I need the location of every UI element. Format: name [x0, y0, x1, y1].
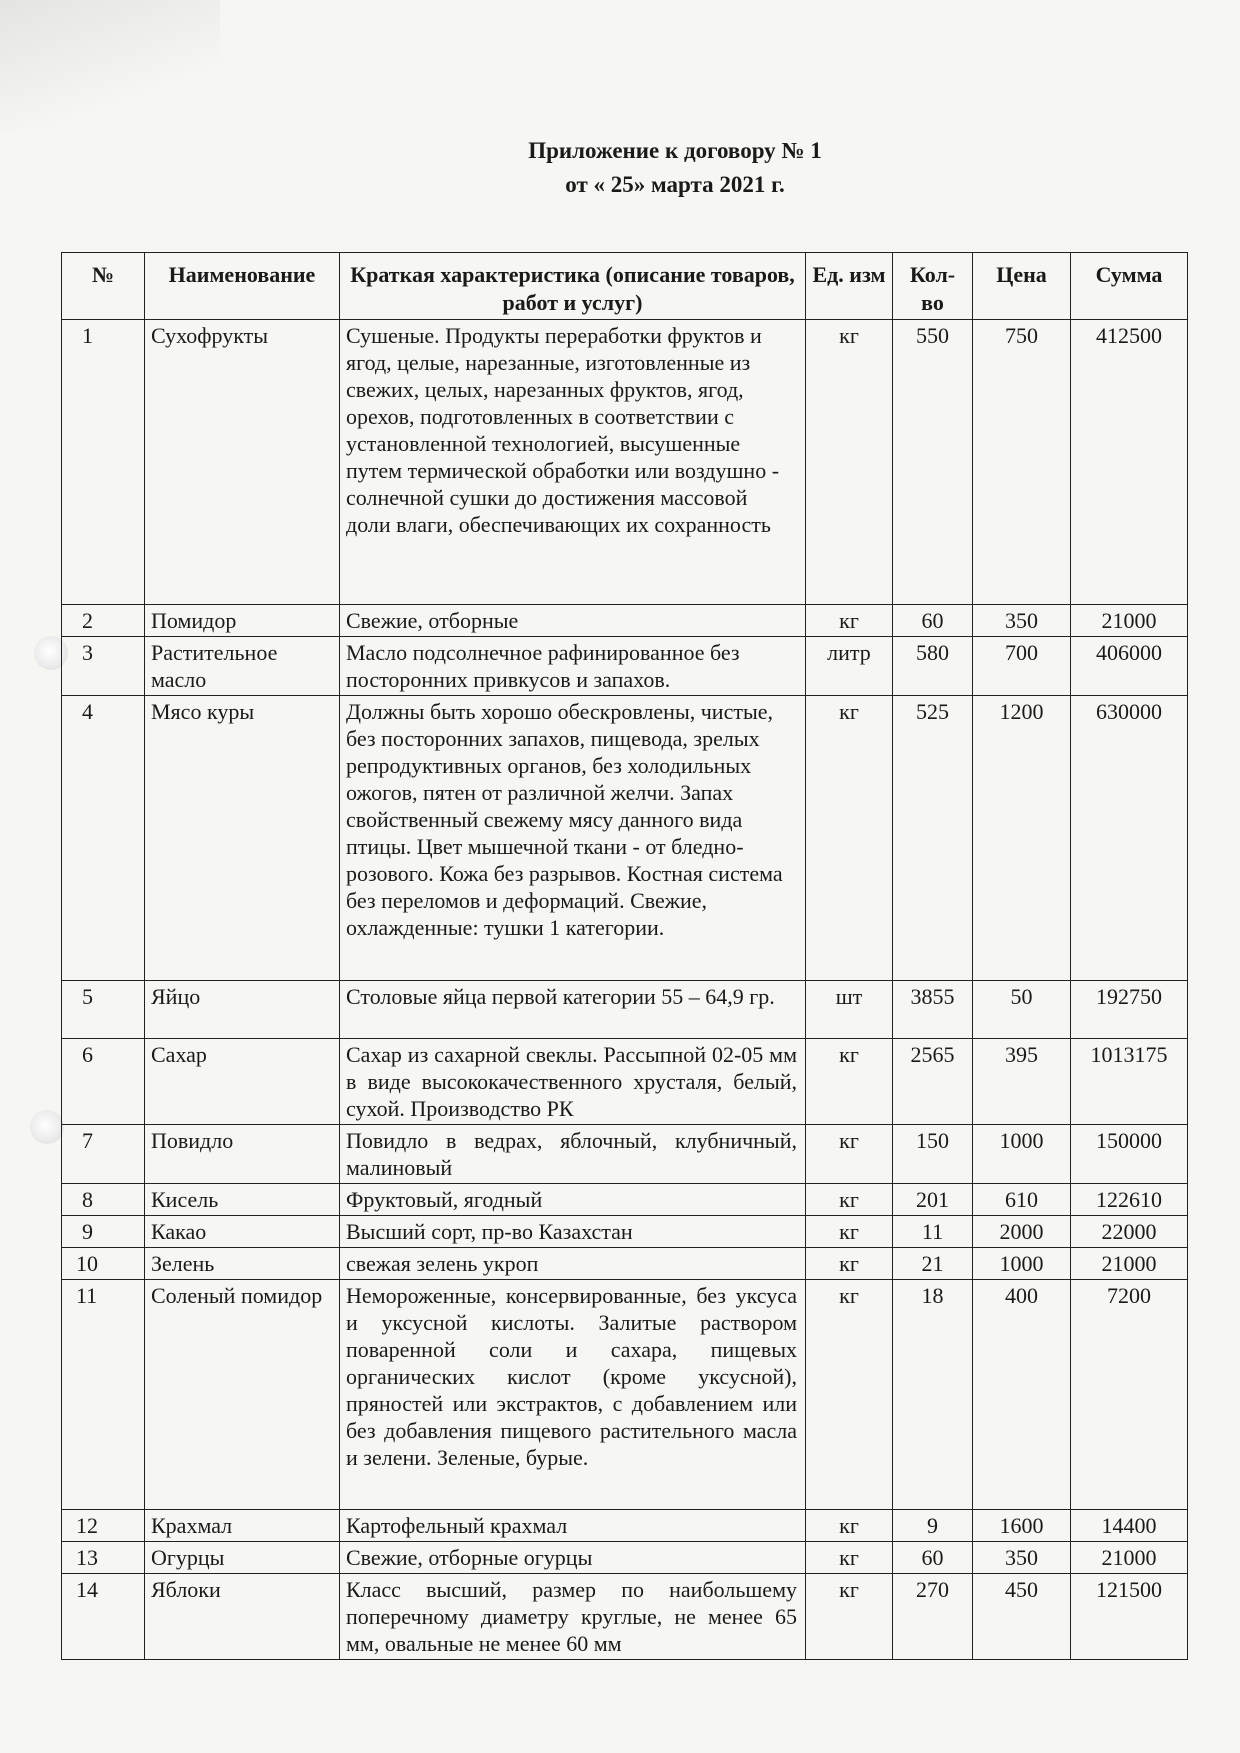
row-name: Крахмал [145, 1510, 340, 1542]
row-qty: 60 [893, 1542, 973, 1574]
row-price: 2000 [973, 1216, 1071, 1248]
table-row [62, 605, 1188, 637]
row-num: 2 [62, 605, 145, 637]
table-header-row [62, 253, 1188, 320]
row-desc: Столовые яйца первой категории 55 – 64,9 гр. [340, 981, 806, 1039]
table-row [62, 320, 1188, 605]
row-name: Огурцы [145, 1542, 340, 1574]
row-sum: 7200 [1071, 1280, 1188, 1510]
row-sum: 412500 [1071, 320, 1188, 605]
row-price: 750 [973, 320, 1071, 605]
table-row [62, 1574, 1188, 1660]
table-row [62, 1280, 1188, 1510]
row-unit: кг [806, 1039, 893, 1125]
row-unit: кг [806, 1248, 893, 1280]
table-row [62, 1125, 1188, 1184]
row-qty: 201 [893, 1184, 973, 1216]
row-price: 450 [973, 1574, 1071, 1660]
col-header-name: Наименование [145, 253, 340, 320]
row-desc: свежая зелень укроп [340, 1248, 806, 1280]
row-sum: 150000 [1071, 1125, 1188, 1184]
row-num: 1 [62, 320, 145, 605]
row-qty: 580 [893, 637, 973, 696]
row-name: Сухофрукты [145, 320, 340, 605]
row-unit: кг [806, 1125, 893, 1184]
row-sum: 121500 [1071, 1574, 1188, 1660]
row-price: 1000 [973, 1248, 1071, 1280]
row-price: 350 [973, 1542, 1071, 1574]
row-qty: 9 [893, 1510, 973, 1542]
row-name: Сахар [145, 1039, 340, 1125]
row-num: 13 [62, 1542, 145, 1574]
row-qty: 525 [893, 696, 973, 981]
table-row [62, 1542, 1188, 1574]
row-price: 350 [973, 605, 1071, 637]
row-sum: 14400 [1071, 1510, 1188, 1542]
row-unit: кг [806, 1510, 893, 1542]
row-num: 9 [62, 1216, 145, 1248]
punch-hole [30, 1110, 64, 1144]
row-name: Яблоки [145, 1574, 340, 1660]
col-header-price: Цена [973, 253, 1071, 320]
table-row [62, 696, 1188, 981]
row-price: 1600 [973, 1510, 1071, 1542]
row-desc: Высший сорт, пр-во Казахстан [340, 1216, 806, 1248]
row-desc: Картофельный крахмал [340, 1510, 806, 1542]
row-unit: кг [806, 1574, 893, 1660]
row-sum: 122610 [1071, 1184, 1188, 1216]
row-desc: Класс высший, размер по наибольшему поперечному диаметру круглые, не менее 65 мм, овальные не менее 60 мм [340, 1574, 806, 1660]
table-row [62, 637, 1188, 696]
row-price: 400 [973, 1280, 1071, 1510]
table-row [62, 1039, 1188, 1125]
row-name: Какао [145, 1216, 340, 1248]
row-name: Яйцо [145, 981, 340, 1039]
row-desc: Повидло в ведрах, яблочный, клубничный, малиновый [340, 1125, 806, 1184]
row-sum: 192750 [1071, 981, 1188, 1039]
row-name: Мясо куры [145, 696, 340, 981]
row-unit: кг [806, 1184, 893, 1216]
row-name: Повидло [145, 1125, 340, 1184]
row-qty: 11 [893, 1216, 973, 1248]
row-num: 14 [62, 1574, 145, 1660]
row-num: 8 [62, 1184, 145, 1216]
row-price: 1000 [973, 1125, 1071, 1184]
row-num: 11 [62, 1280, 145, 1510]
row-qty: 60 [893, 605, 973, 637]
row-sum: 21000 [1071, 1248, 1188, 1280]
row-desc: Немороженные, консервированные, без уксуса и уксусной кислоты. Залитые раствором поваренной соли и сахара, пищевых органических кислот (кроме уксусной), пряностей или экстрактов, с добавлением или без добавления пищевого растительного масла и зелени. Зеленые, бурые. [340, 1280, 806, 1510]
row-price: 395 [973, 1039, 1071, 1125]
row-unit: кг [806, 1216, 893, 1248]
col-header-num: № [62, 253, 145, 320]
row-unit: шт [806, 981, 893, 1039]
row-name: Растительное масло [145, 637, 340, 696]
table-row [62, 1248, 1188, 1280]
row-price: 700 [973, 637, 1071, 696]
row-qty: 18 [893, 1280, 973, 1510]
col-header-desc: Краткая характеристика (описание товаров, работ и услуг) [340, 253, 806, 320]
row-unit: кг [806, 696, 893, 981]
row-qty: 150 [893, 1125, 973, 1184]
document-title: Приложение к договору № 1 [528, 138, 822, 163]
row-sum: 630000 [1071, 696, 1188, 981]
row-qty: 2565 [893, 1039, 973, 1125]
row-unit: кг [806, 1280, 893, 1510]
row-name: Кисель [145, 1184, 340, 1216]
row-price: 1200 [973, 696, 1071, 981]
table-row [62, 981, 1188, 1039]
goods-table [61, 252, 1188, 1660]
row-qty: 3855 [893, 981, 973, 1039]
row-sum: 406000 [1071, 637, 1188, 696]
scan-paper-fold [0, 0, 220, 130]
row-sum: 22000 [1071, 1216, 1188, 1248]
col-header-sum: Сумма [1071, 253, 1188, 320]
row-num: 10 [62, 1248, 145, 1280]
row-desc: Фруктовый, ягодный [340, 1184, 806, 1216]
row-unit: литр [806, 637, 893, 696]
document-date: от « 25» марта 2021 г. [565, 172, 785, 197]
row-num: 4 [62, 696, 145, 981]
row-desc: Должны быть хорошо обескровлены, чистые, без посторонних запахов, пищевода, зрелых репродуктивных органов, без холодильных ожогов, пятен от различной желчи. Запах свойственный свежему мясу данного вида птицы. Цвет мышечной ткани - от бледно-розового. Кожа без разрывов. Костная система без переломов и деформаций. Свежие, охлажденные: тушки 1 категории. [340, 696, 806, 981]
col-header-unit: Ед. изм [806, 253, 893, 320]
row-qty: 270 [893, 1574, 973, 1660]
row-num: 7 [62, 1125, 145, 1184]
row-name: Помидор [145, 605, 340, 637]
row-desc: Свежие, отборные огурцы [340, 1542, 806, 1574]
row-qty: 550 [893, 320, 973, 605]
row-num: 6 [62, 1039, 145, 1125]
table-row [62, 1216, 1188, 1248]
row-price: 50 [973, 981, 1071, 1039]
row-name: Зелень [145, 1248, 340, 1280]
row-qty: 21 [893, 1248, 973, 1280]
row-num: 5 [62, 981, 145, 1039]
row-desc: Сушеные. Продукты переработки фруктов и ягод, целые, нарезанные, изготовленные из свежих, целых, нарезанных фруктов, ягод, орехов, подготовленных в соответствии с установленной технологией, высушенные путем термической обработки или воздушно - солнечной сушки до достижения массовой доли влаги, обеспечивающих их сохранность [340, 320, 806, 605]
row-unit: кг [806, 320, 893, 605]
row-sum: 1013175 [1071, 1039, 1188, 1125]
row-desc: Свежие, отборные [340, 605, 806, 637]
row-sum: 21000 [1071, 1542, 1188, 1574]
col-header-qty: Кол-во [893, 253, 973, 320]
table-row [62, 1184, 1188, 1216]
row-price: 610 [973, 1184, 1071, 1216]
row-unit: кг [806, 605, 893, 637]
row-name: Соленый помидор [145, 1280, 340, 1510]
row-desc: Масло подсолнечное рафинированное без посторонних привкусов и запахов. [340, 637, 806, 696]
row-sum: 21000 [1071, 605, 1188, 637]
row-num: 3 [62, 637, 145, 696]
row-desc: Сахар из сахарной свеклы. Рассыпной 02-05 мм в виде высококачественного хрусталя, белый, сухой. Производство РК [340, 1039, 806, 1125]
row-num: 12 [62, 1510, 145, 1542]
table-row [62, 1510, 1188, 1542]
row-unit: кг [806, 1542, 893, 1574]
